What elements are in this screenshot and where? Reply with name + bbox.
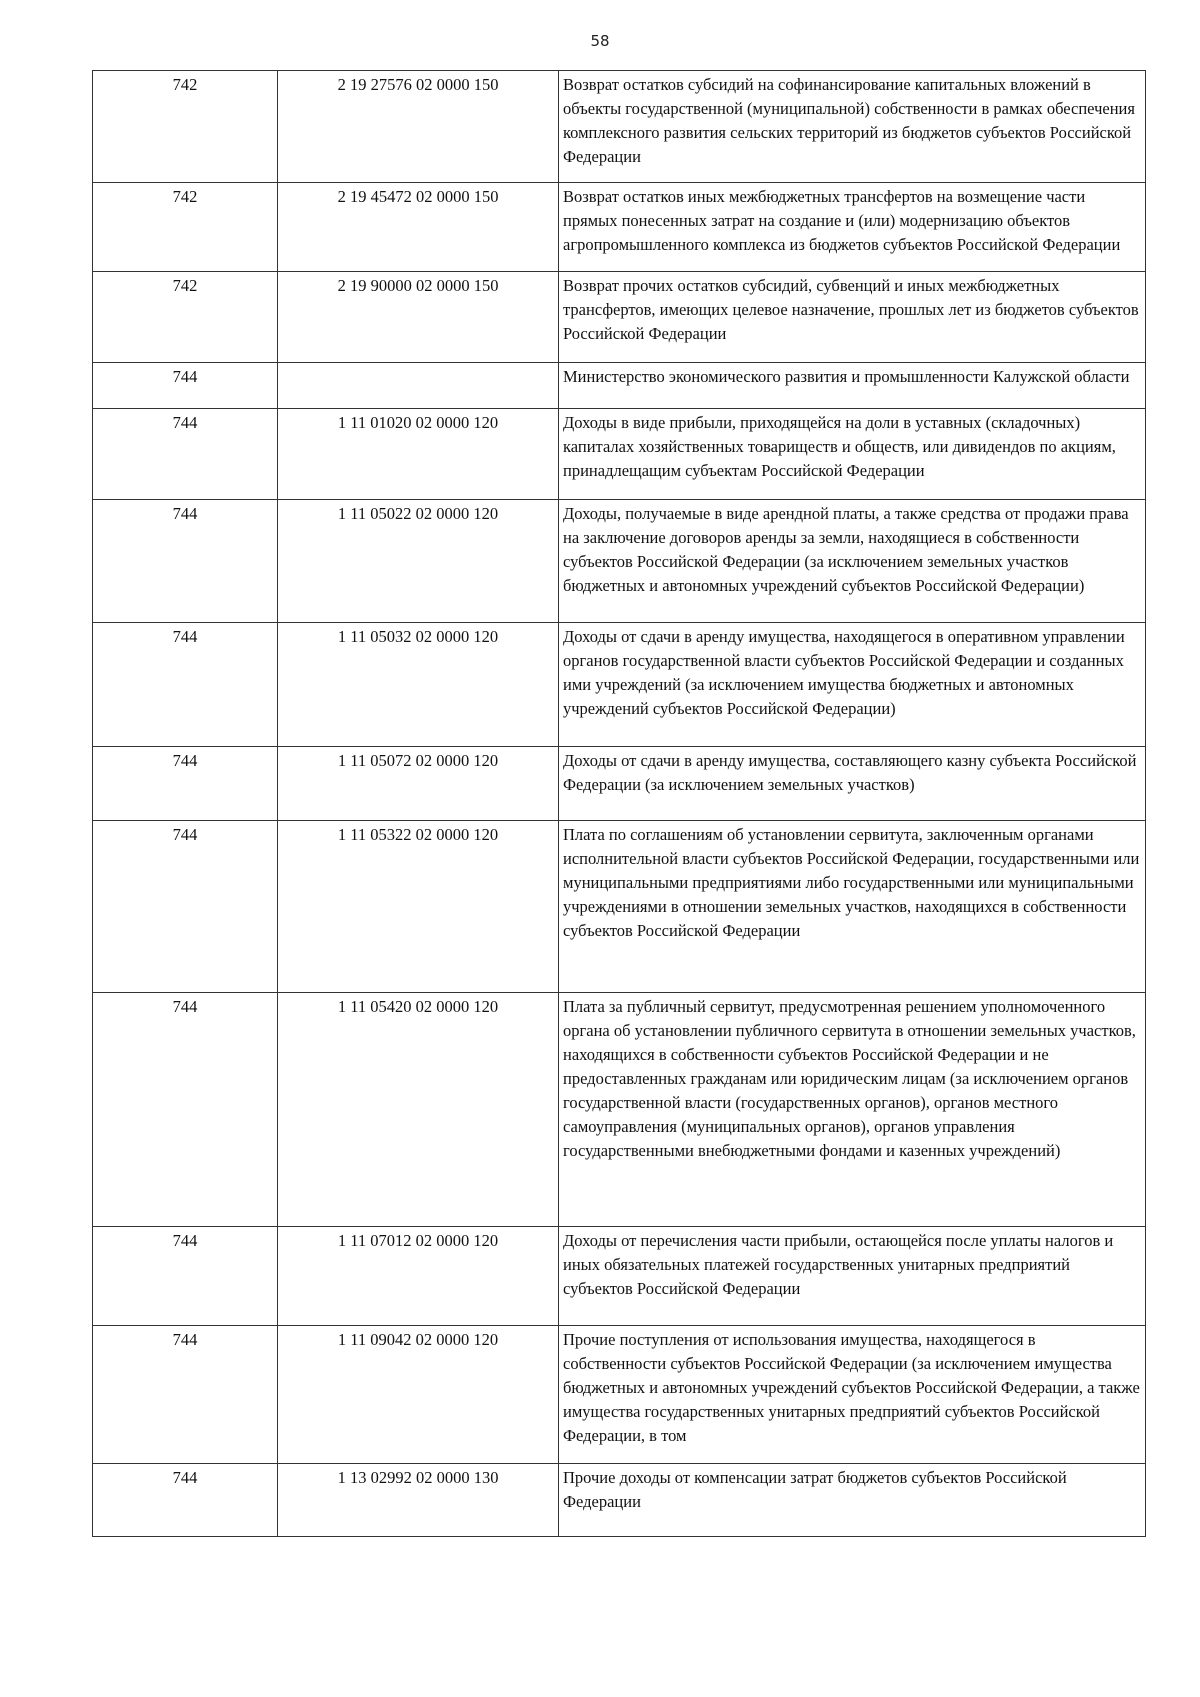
description-cell: Доходы от сдачи в аренду имущества, составляющего казну субъекта Российской Федерации (за исключением земельных участков) [559,747,1146,821]
description-cell: Возврат остатков субсидий на софинансирование капитальных вложений в объекты государственной (муниципальной) собственности в рамках обеспечения комплексного развития сельских территорий из бюджетов субъектов Российской Федерации [559,71,1146,183]
admin-code-cell: 744 [93,747,278,821]
budget-code-cell: 1 11 01020 02 0000 120 [278,409,559,500]
budget-code-cell: 2 19 90000 02 0000 150 [278,272,559,363]
budget-code-cell: 1 11 05420 02 0000 120 [278,993,559,1227]
budget-code-cell: 1 11 07012 02 0000 120 [278,1227,559,1326]
budget-code-cell: 1 11 05022 02 0000 120 [278,500,559,623]
admin-code-cell: 744 [93,1464,278,1537]
budget-code-cell: 1 11 05032 02 0000 120 [278,623,559,747]
description-cell: Доходы от перечисления части прибыли, остающейся после уплаты налогов и иных обязательных платежей государственных унитарных предприятий субъектов Российской Федерации [559,1227,1146,1326]
table-row [93,623,1146,747]
budget-codes-table [92,70,1146,1537]
description-cell: Плата за публичный сервитут, предусмотренная решением уполномоченного органа об установлении публичного сервитута в отношении земельных участков, находящихся в собственности субъектов Российской Федерации и не предоставленных гражданам или юридическим лицам (за исключением органов государственной власти (государственных органов), органов местного самоуправления (муниципальных органов), органов управления государственными внебюджетными фондами и казенных учреждений) [559,993,1146,1227]
table-row [93,1227,1146,1326]
budget-code-cell: 1 13 02992 02 0000 130 [278,1464,559,1537]
description-cell: Доходы от сдачи в аренду имущества, находящегося в оперативном управлении органов государственной власти субъектов Российской Федерации и созданных ими учреждений (за исключением имущества бюджетных и автономных учреждений субъектов Российской Федерации) [559,623,1146,747]
description-cell: Министерство экономического развития и промышленности Калужской области [559,363,1146,409]
table-row [93,183,1146,272]
admin-code-cell: 744 [93,1326,278,1464]
table-row [93,1464,1146,1537]
table-row [93,821,1146,993]
description-cell: Прочие доходы от компенсации затрат бюджетов субъектов Российской Федерации [559,1464,1146,1537]
description-cell: Возврат прочих остатков субсидий, субвенций и иных межбюджетных трансфертов, имеющих целевое назначение, прошлых лет из бюджетов субъектов Российской Федерации [559,272,1146,363]
admin-code-cell: 742 [93,71,278,183]
table-row [93,747,1146,821]
admin-code-cell: 744 [93,993,278,1227]
admin-code-cell: 744 [93,363,278,409]
page-number: 58 [590,32,610,50]
table-row [93,409,1146,500]
description-cell: Возврат остатков иных межбюджетных трансфертов на возмещение части прямых понесенных затрат на создание и (или) модернизацию объектов агропромышленного комплекса из бюджетов субъектов Российской Федерации [559,183,1146,272]
admin-code-cell: 744 [93,409,278,500]
description-cell: Плата по соглашениям об установлении сервитута, заключенным органами исполнительной власти субъектов Российской Федерации, государственными или муниципальными предприятиями либо государственными или муниципальными учреждениями в отношении земельных участков, находящихся в собственности субъектов Российской Федерации [559,821,1146,993]
admin-code-cell: 744 [93,1227,278,1326]
admin-code-cell: 742 [93,183,278,272]
budget-code-cell: 1 11 05072 02 0000 120 [278,747,559,821]
budget-code-cell: 2 19 27576 02 0000 150 [278,71,559,183]
admin-code-cell: 744 [93,500,278,623]
budget-code-cell: 1 11 09042 02 0000 120 [278,1326,559,1464]
table-row [93,363,1146,409]
description-cell: Доходы в виде прибыли, приходящейся на доли в уставных (складочных) капиталах хозяйственных товариществ и обществ, или дивидендов по акциям, принадлещащим субъектам Российской Федерации [559,409,1146,500]
budget-code-cell: 1 11 05322 02 0000 120 [278,821,559,993]
table-row [93,1326,1146,1464]
budget-code-cell: 2 19 45472 02 0000 150 [278,183,559,272]
table-row [93,71,1146,183]
table-row [93,272,1146,363]
admin-code-cell: 744 [93,821,278,993]
table-row [93,993,1146,1227]
admin-code-cell: 742 [93,272,278,363]
description-cell: Прочие поступления от использования имущества, находящегося в собственности субъектов Российской Федерации (за исключением имущества бюджетных и автономных учреждений субъектов Российской Федерации, а также имущества государственных унитарных предприятий субъектов Российской Федерации, в том [559,1326,1146,1464]
admin-code-cell: 744 [93,623,278,747]
table-row [93,500,1146,623]
budget-code-cell [278,363,559,409]
description-cell: Доходы, получаемые в виде арендной платы, а также средства от продажи права на заключение договоров аренды за земли, находящиеся в собственности субъектов Российской Федерации (за исключением земельных участков бюджетных и автономных учреждений субъектов Российской Федерации) [559,500,1146,623]
